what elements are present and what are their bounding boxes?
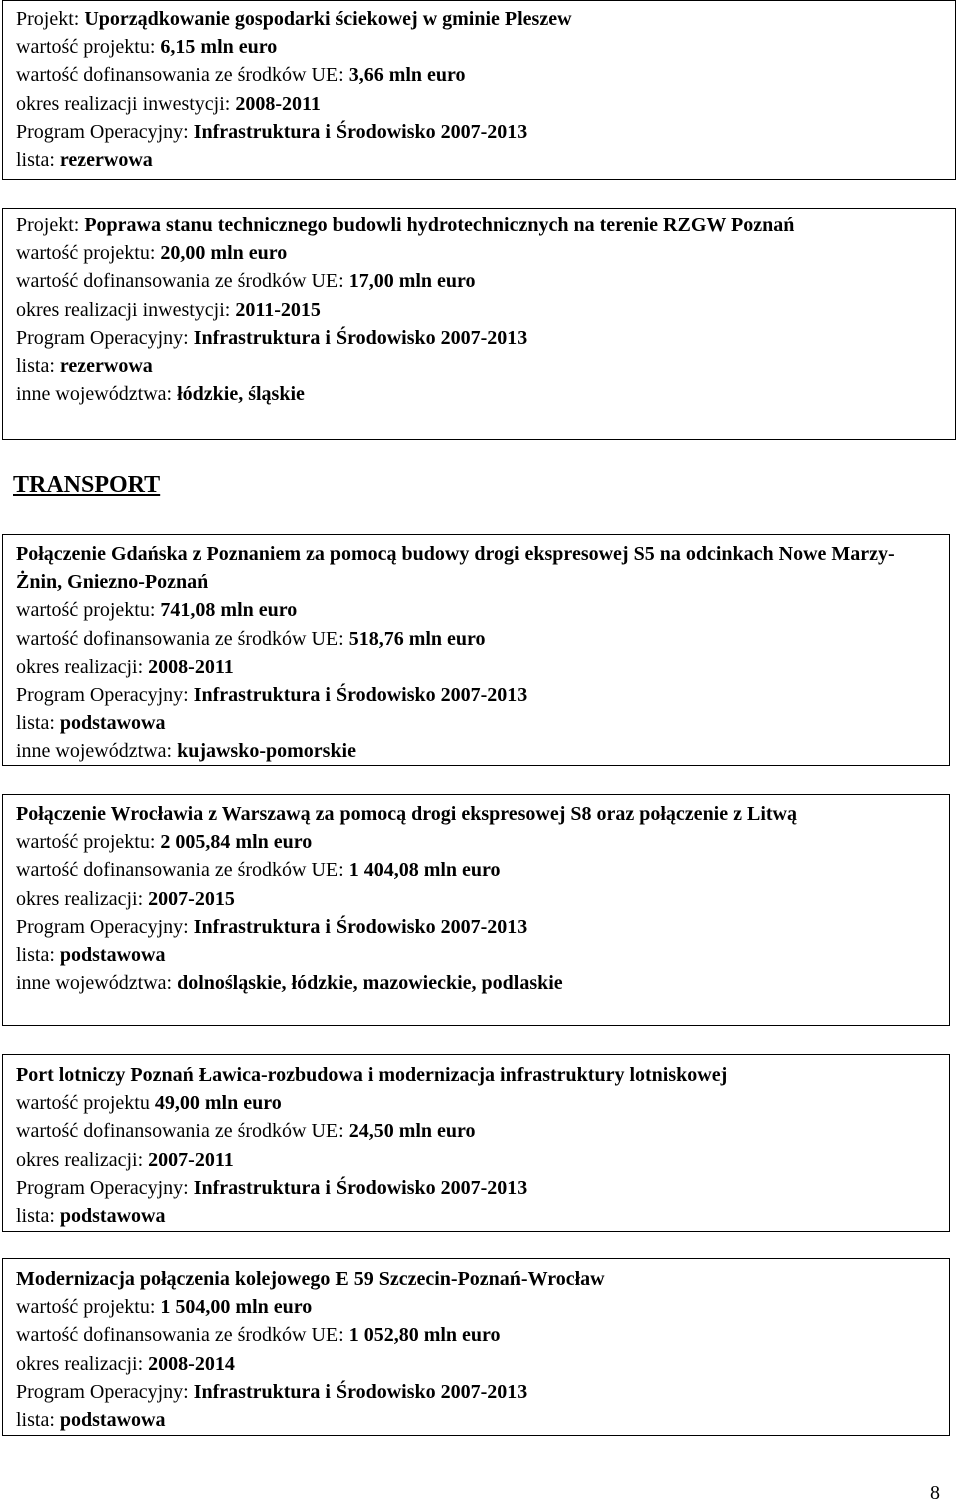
project-box-rzgw	[2, 208, 956, 440]
project-line: Projekt: Poprawa stanu technicznego budowli hydrotechnicznych na terenie RZGW Poznań	[16, 214, 795, 236]
other-voivodeships-line: inne województwa: łódzkie, śląskie	[16, 383, 305, 406]
project-title: Modernizacja połączenia kolejowego E 59 Szczecin-Poznań-Wrocław	[16, 1268, 605, 1290]
project-box-pleszew	[2, 0, 956, 180]
transport-box-rail-e59	[2, 1258, 950, 1436]
eu-funding-line: wartość dofinansowania ze środków UE: 17,00 mln euro	[16, 270, 476, 293]
program-line: Program Operacyjny: Infrastruktura i Środowisko 2007-2013	[16, 1380, 528, 1403]
list-line: lista: podstawowa	[16, 1409, 166, 1432]
project-title: Połączenie Gdańska z Poznaniem za pomocą budowy drogi ekspresowej S5 na odcinkach Nowe Marzy-Żnin, Gniezno-Poznań	[16, 543, 895, 594]
project-value-line: wartość projektu: 6,15 mln euro	[16, 36, 278, 59]
program-line: Program Operacyjny: Infrastruktura i Środowisko 2007-2013	[16, 684, 528, 707]
period-line: okres realizacji inwestycji: 2011-2015	[16, 298, 321, 321]
other-voivodeships-line: inne województwa: dolnośląskie, łódzkie, mazowieckie, podlaskie	[16, 972, 563, 995]
period-line: okres realizacji inwestycji: 2008-2011	[16, 92, 321, 115]
section-heading-transport: TRANSPORT	[13, 472, 161, 498]
transport-box-airport	[2, 1054, 950, 1232]
program-line: Program Operacyjny: Infrastruktura i Środowisko 2007-2013	[16, 915, 528, 938]
other-voivodeships-line: inne województwa: kujawsko-pomorskie	[16, 740, 356, 763]
project-title: Port lotniczy Poznań Ławica-rozbudowa i modernizacja infrastruktury lotniskowej	[16, 1064, 728, 1086]
list-line: lista: rezerwowa	[16, 355, 153, 378]
project-value-line: wartość projektu: 2 005,84 mln euro	[16, 831, 313, 854]
eu-funding-line: wartość dofinansowania ze środków UE: 24,50 mln euro	[16, 1120, 476, 1143]
project-line: Projekt: Uporządkowanie gospodarki ściekowej w gminie Pleszew	[16, 8, 572, 30]
project-title: Połączenie Wrocławia z Warszawą za pomocą drogi ekspresowej S8 oraz połączenie z Litwą	[16, 803, 797, 825]
eu-funding-line: wartość dofinansowania ze środków UE: 1 404,08 mln euro	[16, 859, 501, 882]
period-line: okres realizacji: 2008-2014	[16, 1352, 235, 1375]
period-line: okres realizacji: 2008-2011	[16, 655, 234, 678]
program-line: Program Operacyjny: Infrastruktura i Środowisko 2007-2013	[16, 120, 528, 143]
list-line: lista: podstawowa	[16, 944, 166, 967]
eu-funding-line: wartość dofinansowania ze środków UE: 1 052,80 mln euro	[16, 1324, 501, 1347]
project-value-line: wartość projektu: 20,00 mln euro	[16, 242, 288, 265]
list-line: lista: podstawowa	[16, 712, 166, 735]
page-number: 8	[930, 1482, 940, 1504]
program-line: Program Operacyjny: Infrastruktura i Środowisko 2007-2013	[16, 1176, 528, 1199]
period-line: okres realizacji: 2007-2011	[16, 1148, 234, 1171]
list-line: lista: podstawowa	[16, 1205, 166, 1228]
project-value-line: wartość projektu: 1 504,00 mln euro	[16, 1296, 313, 1319]
eu-funding-line: wartość dofinansowania ze środków UE: 518,76 mln euro	[16, 627, 486, 650]
eu-funding-line: wartość dofinansowania ze środków UE: 3,66 mln euro	[16, 64, 466, 87]
program-line: Program Operacyjny: Infrastruktura i Środowisko 2007-2013	[16, 326, 528, 349]
period-line: okres realizacji: 2007-2015	[16, 887, 235, 910]
list-line: lista: rezerwowa	[16, 149, 153, 172]
project-value-line: wartość projektu 49,00 mln euro	[16, 1092, 282, 1115]
project-value-line: wartość projektu: 741,08 mln euro	[16, 599, 298, 622]
transport-box-s8	[2, 794, 950, 1026]
transport-box-s5	[2, 534, 950, 766]
